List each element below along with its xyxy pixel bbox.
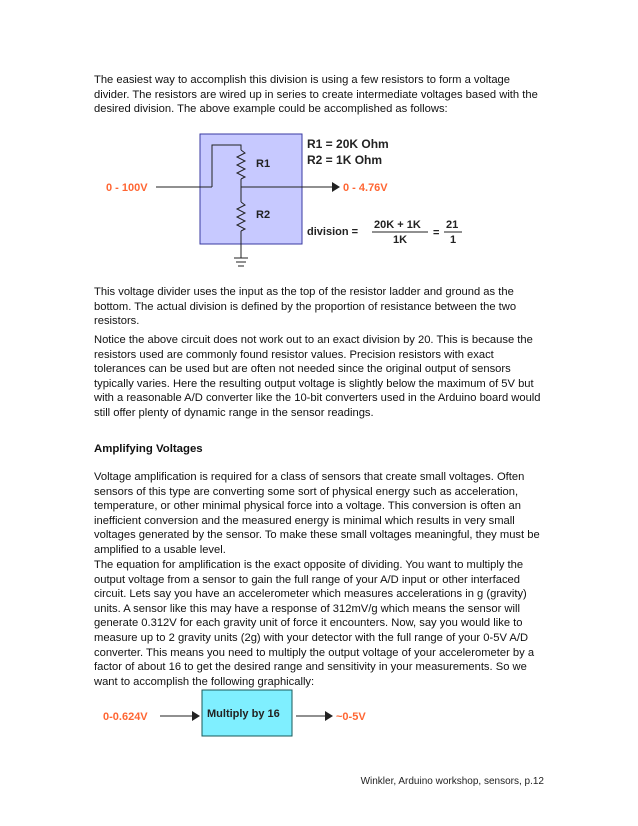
page-footer: Winkler, Arduino workshop, sensors, p.12: [360, 776, 544, 787]
multiply-output-label: ~0-5V: [336, 711, 366, 723]
paragraph-voltage-divider-intro: The easiest way to accomplish this division is using a few resistors to form a voltage divider. The resistors are wired up in series to create intermediate voltages based with the desired division. The above example could be accomplished as follows:: [94, 74, 538, 116]
output-voltage-label: 0 - 4.76V: [343, 182, 388, 194]
paragraph-exact-division-note: Notice the above circuit does not work out to an exact division by 20. This is because the resistors used are commonly found resistor values. Precision resistors with exact tolerances can be used but are often not needed since the original output of sensors typically varies. Here the resulting output voltage is slightly below the maximum of 5V but with a reasonable A/D converter like the 10-bit converters used in the Arduino board would still offer plenty of dynamic range in the sensor readings.: [94, 334, 541, 419]
r1-value-label: R1 = 20K Ohm: [307, 137, 389, 151]
multiply-input-arrowhead: [192, 711, 200, 721]
division-equals: =: [433, 227, 440, 239]
paragraph-divider-explanation: This voltage divider uses the input as the top of the resistor ladder and ground as the bottom. The actual division is defined by the proportion of resistance between the two resistors.: [94, 286, 517, 328]
multiply-box-label: Multiply by 16: [207, 708, 280, 720]
paragraph-amplification-intro: Voltage amplification is required for a class of sensors that create small voltages. Often sensors of this type are converting some sort of physical energy such as acceleration, temperature, or other minimal physical force into a voltage. This conversion is often an inefficient conversion and the measured energy is minimal which results in very small voltages generated by the sensor. To make these small voltages meaningful, they must be amplified to a usable level.: [94, 471, 540, 556]
output-arrowhead: [332, 182, 340, 192]
r2-value-label: R2 = 1K Ohm: [307, 153, 383, 167]
paragraph-amplification-equation: The equation for amplification is the exact opposite of dividing. You want to multiply the output voltage from a sensor to gain the full range of your A/D input or other interfaced circuit. Lets say you have an accelerometer which measures accelerations in g (gravity) units. A sensor like this may have a response of 312mV/g which means the sensor will generate 0.312V for each gravity unit of force it encounters. Now, say you would like to measure up to 2 gravity units (2g) with your detector with the full range of your 0-5V A/D converter. This means you need to multiply the output voltage of your accelerometer by a factor of about 16 to get the desired range and sensitivity in your measurements. So we want to accomplish the following graphically:: [94, 559, 535, 688]
multiply-input-label: 0-0.624V: [103, 711, 148, 723]
division-label: division =: [307, 226, 359, 238]
division-numerator: 20K + 1K: [374, 219, 421, 231]
result-denominator: 1: [450, 234, 457, 246]
result-numerator: 21: [446, 219, 459, 231]
input-voltage-label: 0 - 100V: [106, 182, 148, 194]
section-heading-amplifying: Amplifying Voltages: [94, 443, 203, 455]
divider-box: [200, 134, 302, 244]
r1-label: R1: [256, 158, 271, 170]
r2-label: R2: [256, 209, 271, 221]
multiply-output-arrowhead: [325, 711, 333, 721]
division-denominator: 1K: [393, 234, 408, 246]
